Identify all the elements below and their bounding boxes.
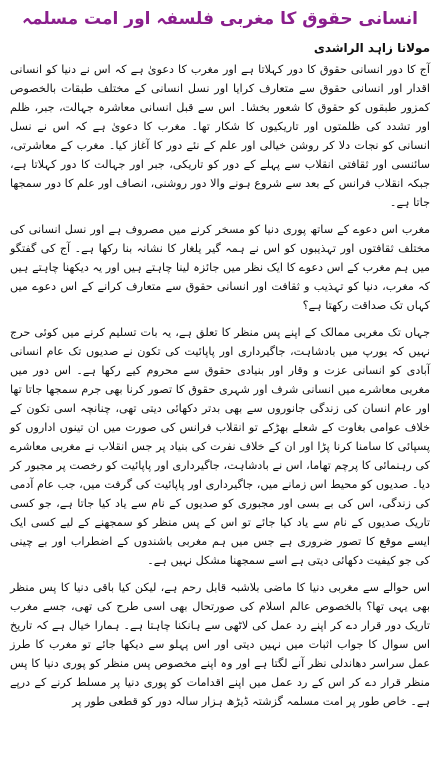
paragraph-4: اس حوالے سے مغربی دنیا کا ماضی بلاشبہ قابل رحم ہے، لیکن کیا باقی دنیا کا پس منظر بھی یہی تھا؟ بالخصوص عالم اسلام کی صورتحال بھی اسی طرح کی تھی، جسے مغرب تاریک دور قرار دے کر اپنے رد عمل کی لاٹھی سے ہانکنا چاہتا ہے۔ ہمارا خیال ہے کہ تاریخ اس سوال کا جواب اثبات میں نہیں دیتی اور اس پہلو سے دیکھا جائے تو مغرب کا طرز عمل سراسر دھاندلی نظر آنے لگتا ہے اور وہ اپنے مخصوص پس منظر کو پوری دنیا کا پس منظر قرار دے کر اس کے رد عمل میں اپنے اقدامات کو پوری دنیا پر مسلط کرنے کے درپے ہے۔ خاص طور پر امت مسلمہ گزشتہ ڈیڑھ ہزار سالہ دور کو قطعی طور پر [10,581,430,708]
author-name: مولانا زاہد الراشدی [313,41,430,55]
paragraph-3: جہاں تک مغربی ممالک کے اپنے پس منظر کا تعلق ہے، یہ بات تسلیم کرنے میں کوئی حرج نہیں کہ یورپ میں بادشاہت، جاگیرداری اور پاپائیت کی تکون نے صدیوں تک عام انسانی آبادی کو انسانی عزت و وقار اور بنیادی حقوق سے محروم کیے رکھا ہے۔ اس دور میں مغربی معاشرے میں انسانی شرف اور شہری حقوق کا تصور کرنا بھی جرم سمجھا جاتا تھا اور عام انسان کی زندگی جانوروں سے بھی بدتر دکھائی دیتی تھی، چنانچہ اسی تکون کے خلاف عوامی بغاوت کے شعلے بھڑکے تو انقلاب فرانس کی صورت میں ان تینوں اداروں کو پسپائی کا سامنا کرنا پڑا اور ان کے خلاف نفرت کی بنیاد پر جس انقلاب نے مغربی معاشرے کی رہنمائی کا پرچم تھاما، اس نے بادشاہت، جاگیرداری اور پاپائیت کو رخصت پر مجبور کر دیا۔ صدیوں کو محیط اس زمانے میں، جاگیرداری اور پاپائیت کی گرفت میں، جب عام آدمی کی زندگی، اس کی بے بسی اور مجبوری کو صدیوں کے نام سے یاد کیا جاتا ہے، جو کسی تاریک صدیوں کے نام سے یاد کیا جائے تو اس کے پس منظر کو سمجھنے کے لیے کسی ایک ایسے موقع کا تصور ضروری ہے جس میں ہم مغربی باشندوں کے اضطراب اور بے چینی کی جو کیفیت دکھائی دیتی ہے اسے سمجھنا مشکل نہیں ہے۔ [10,326,430,567]
article-title: انسانی حقوق کا مغربی فلسفہ اور امت مسلمہ [21,9,418,29]
paragraph-2: مغرب اس دعوے کے ساتھ پوری دنیا کو مسخر کرنے میں مصروف ہے اور نسل انسانی کی مختلف ثقافتوں اور تہذیبوں کو اس نے ہمہ گیر یلغار کا نشانہ بنا رکھا ہے۔ آج کی گفتگو میں ہم مغرب کے اس دعوے کا ایک نظر میں جائزہ لینا چاہتے ہیں اور یہ دیکھنا چاہتے ہیں کہ مغرب، دنیا کو تہذیب و ثقافت اور انسانی حقوق سے متعارف کرانے کے اس دعوے میں کہاں تک صداقت رکھتا ہے؟ [10,223,430,312]
paragraph-1: آج کا دور انسانی حقوق کا دور کہلاتا ہے اور مغرب کا دعویٰ ہے کہ اس نے دنیا کو انسانی اقدار اور انسانی حقوق سے متعارف کرایا اور نسل انسانی کے مختلف طبقات بالخصوص کمزور طبقوں کو حقوق کا شعور بخشا۔ اس سے قبل انسانی معاشرہ جہالت، جبر، ظلم اور تشدد کی ظلمتوں اور تاریکیوں کا شکار تھا۔ مغرب کا دعویٰ ہے کہ اس نے نسل انسانی کو نجات دلا کر روشن خیالی اور علم کے نئے دور کا آغاز کیا۔ مغرب کے معاشرتی، سائنسی اور ثقافتی انقلاب سے پہلے کے دور کو تاریکی، جبر اور جہالت کا دور کہلاتا ہے، جبکہ انقلاب فرانس کے بعد سے شروع ہونے والا دور روشنی، انصاف اور علم کا دور سمجھا جاتا ہے۔ [10,63,430,209]
